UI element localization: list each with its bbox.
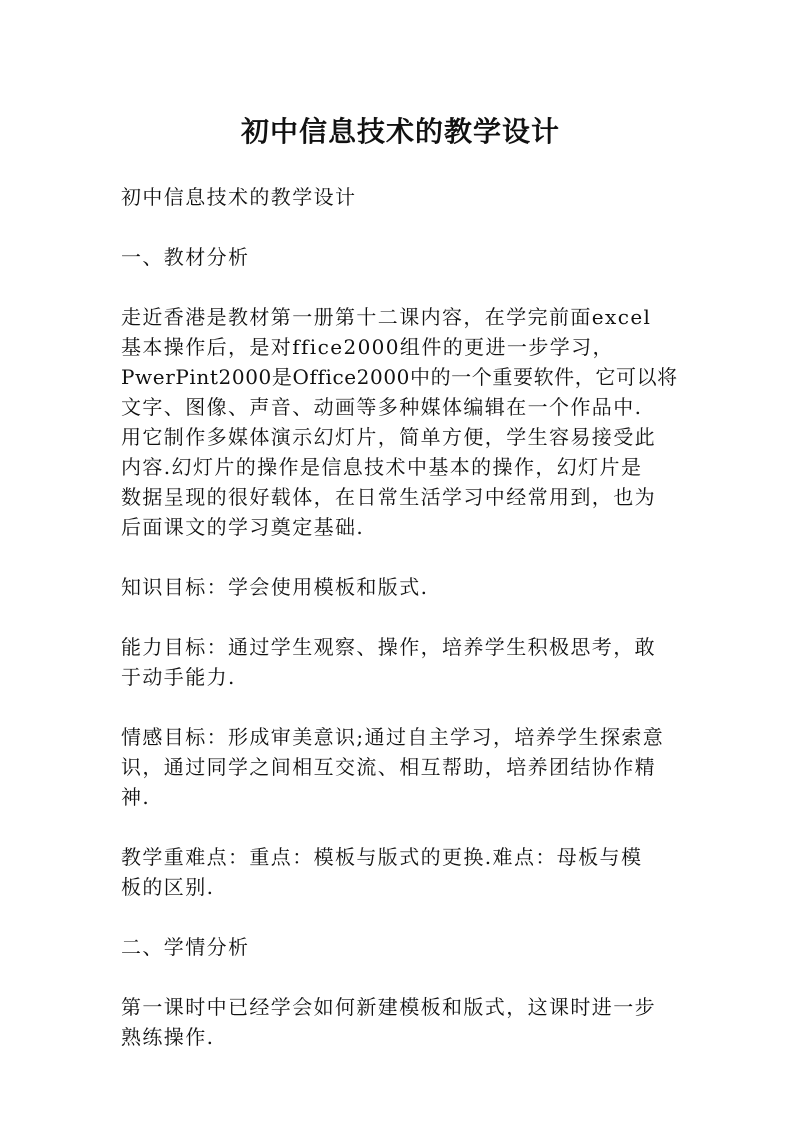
text-line: 文字、图像、声音、动画等多种媒体编辑在一个作品中. — [121, 395, 643, 419]
body-paragraph — [121, 842, 680, 902]
body-paragraph — [121, 932, 680, 962]
text-line: 第一课时中已经学会如何新建模板和版式，这课时进一步 — [121, 995, 656, 1019]
text-line: 能力目标：通过学生观察、操作，培养学生积极思考，敢 — [121, 635, 656, 659]
document-body — [121, 182, 680, 1052]
body-paragraph — [121, 632, 680, 692]
body-paragraph — [121, 182, 680, 212]
text-line: 内容.幻灯片的操作是信息技术中基本的操作，幻灯片是 — [121, 455, 643, 479]
body-paragraph — [121, 572, 680, 602]
text-line: 一、教材分析 — [121, 245, 250, 269]
body-paragraph — [121, 722, 680, 812]
text-line: 教学重难点：重点：模板与版式的更换.难点：母板与模 — [121, 845, 643, 869]
text-line: 走近香港是教材第一册第十二课内容，在学完前面excel — [121, 305, 652, 329]
text-line: 二、学情分析 — [121, 935, 250, 959]
text-line: 板的区别. — [121, 875, 215, 899]
body-paragraph — [121, 992, 680, 1052]
text-line: 熟练操作. — [121, 1025, 215, 1049]
text-line: 于动手能力. — [121, 665, 236, 689]
text-line: 知识目标：学会使用模板和版式. — [121, 575, 429, 599]
text-line: 识，通过同学之间相互交流、相互帮助，培养团结协作精 — [121, 755, 656, 779]
text-line: 后面课文的学习奠定基础. — [121, 515, 365, 539]
text-line: PwerPint2000是Office2000中的一个重要软件，它可以将 — [121, 365, 678, 389]
text-line: 初中信息技术的教学设计 — [121, 185, 357, 209]
body-paragraph — [121, 242, 680, 272]
text-line: 基本操作后，是对ffice2000组件的更进一步学习， — [121, 335, 614, 359]
body-paragraph — [121, 302, 680, 542]
text-line: 情感目标：形成审美意识;通过自主学习，培养学生探索意 — [121, 725, 665, 749]
text-line: 数据呈现的很好载体，在日常生活学习中经常用到，也为 — [121, 485, 656, 509]
text-line: 神. — [121, 785, 151, 809]
text-line: 用它制作多媒体演示幻灯片，简单方便，学生容易接受此 — [121, 425, 656, 449]
document-title: 初中信息技术的教学设计 — [240, 115, 560, 148]
